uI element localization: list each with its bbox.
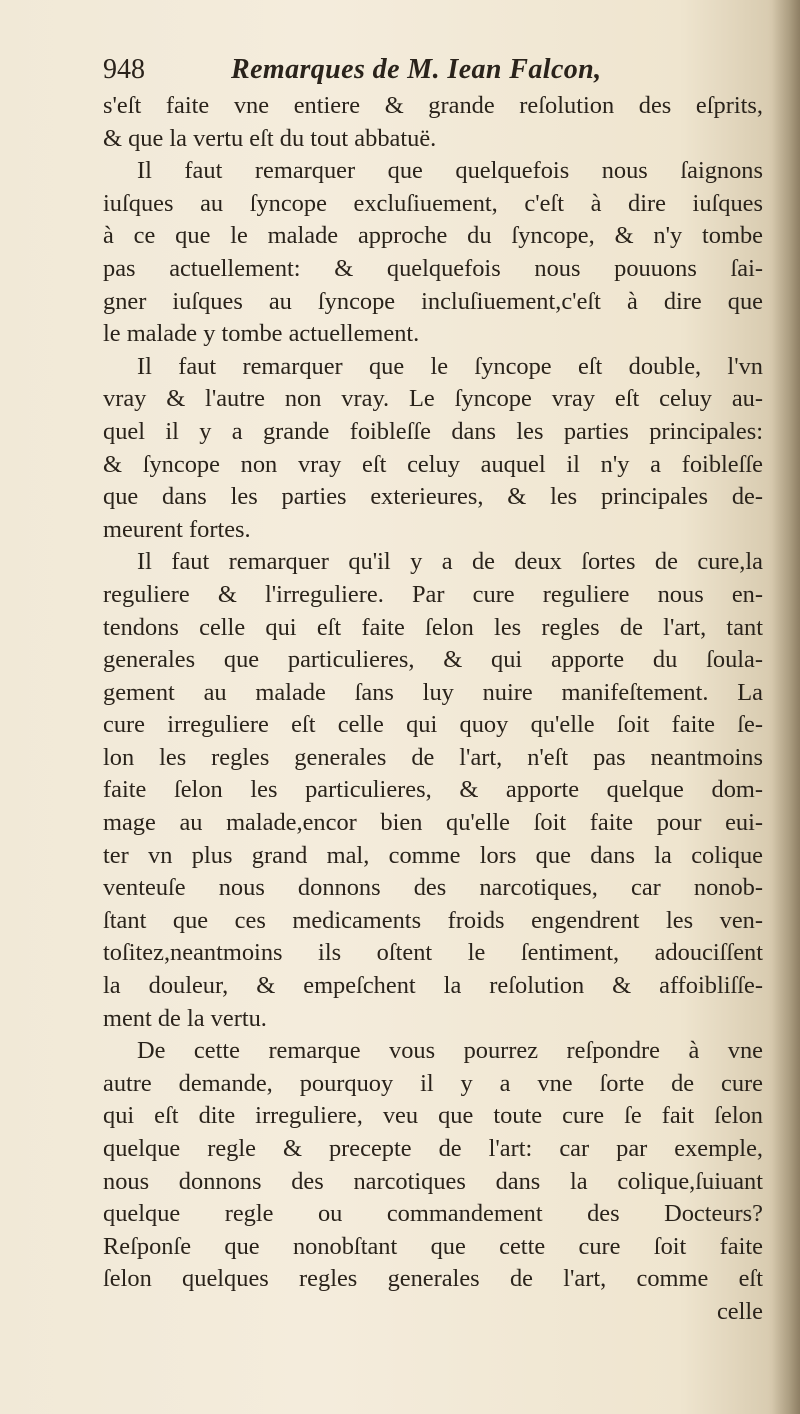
page-edge-shadow	[772, 0, 800, 1414]
text-line: toſitez,neantmoins ils oſtent le ſentiment, adouciſſent	[103, 939, 763, 967]
text-line: Reſponſe que nonobſtant que cette cure ſoit faite	[103, 1232, 763, 1260]
text-line: la douleur, & empeſchent la reſolution & affoibliſſe-	[103, 972, 763, 1000]
running-title: Remarques de M. Iean Falcon,	[231, 54, 602, 85]
text-line: nous donnons des narcotiques dans la colique,ſuiuant	[103, 1167, 763, 1195]
catchword: celle	[716, 1297, 763, 1325]
text-line: quelque regle & precepte de l'art: car par exemple,	[103, 1135, 763, 1162]
text-line: qui eſt dite irreguliere, veu que toute cure ſe fait ſelon	[103, 1102, 763, 1130]
text-line: pas actuellement: & quelquefois nous pouuons ſai-	[103, 254, 763, 282]
text-line: Il faut remarquer que quelquefois nous ſaignons	[137, 157, 763, 185]
text-line: meurent fortes.	[103, 515, 251, 543]
text-line: quelque regle ou commandement des Docteurs?	[103, 1200, 763, 1228]
text-line: & ſyncope non vray eſt celuy auquel il n'y a foibleſſe	[103, 450, 763, 478]
text-line: generales que particulieres, & qui apporte du ſoula-	[103, 646, 763, 674]
text-line: De cette remarque vous pourrez reſpondre à vne	[137, 1037, 763, 1065]
text-line: tendons celle qui eſt faite ſelon les regles de l'art, tant	[103, 613, 763, 641]
text-line: Il faut remarquer que le ſyncope eſt double, l'vn	[137, 352, 763, 380]
page-number: 948	[103, 54, 145, 85]
text-line: ſtant que ces medicaments froids engendrent les ven-	[103, 906, 763, 934]
text-line: iuſques au ſyncope excluſiuement, c'eſt à dire iuſques	[103, 189, 763, 217]
text-line: cure irreguliere eſt celle qui quoy qu'elle ſoit faite ſe-	[103, 711, 763, 739]
text-line: à ce que le malade approche du ſyncope, & n'y tombe	[103, 222, 763, 250]
text-line: reguliere & l'irreguliere. Par cure reguliere nous en-	[103, 580, 763, 608]
text-line: ment de la vertu.	[103, 1004, 267, 1032]
text-line: que dans les parties exterieures, & les principales de-	[103, 483, 763, 511]
text-line: vray & l'autre non vray. Le ſyncope vray eſt celuy au-	[103, 385, 763, 413]
text-line: autre demande, pourquoy il y a vne ſorte de cure	[103, 1069, 763, 1097]
text-line: ſelon quelques regles generales de l'art, comme eſt	[103, 1265, 763, 1293]
text-line: gner iuſques au ſyncope incluſiuement,c'eſt à dire que	[103, 287, 763, 315]
text-line: faite ſelon les particulieres, & apporte quelque dom-	[103, 776, 763, 804]
running-head	[103, 50, 763, 90]
text-line: le malade y tombe actuellement.	[103, 320, 420, 348]
text-line: s'eſt faite vne entiere & grande reſolution des eſprits,	[103, 92, 763, 119]
text-line: gement au malade ſans luy nuire manifeſtement. La	[103, 678, 763, 706]
text-line: mage au malade,encor bien qu'elle ſoit faite pour eui-	[103, 809, 763, 837]
text-block	[103, 50, 763, 1329]
text-line: quel il y a grande foibleſſe dans les parties principales:	[103, 417, 763, 445]
text-line: lon les regles generales de l'art, n'eſt pas neantmoins	[103, 743, 763, 771]
text-line: Il faut remarquer qu'il y a de deux ſortes de cure,la	[137, 548, 763, 576]
text-line: & que la vertu eſt du tout abbatuë.	[103, 124, 437, 152]
text-line: ter vn plus grand mal, comme lors que dans la colique	[103, 841, 763, 869]
text-line: venteuſe nous donnons des narcotiques, car nonob-	[103, 874, 763, 902]
